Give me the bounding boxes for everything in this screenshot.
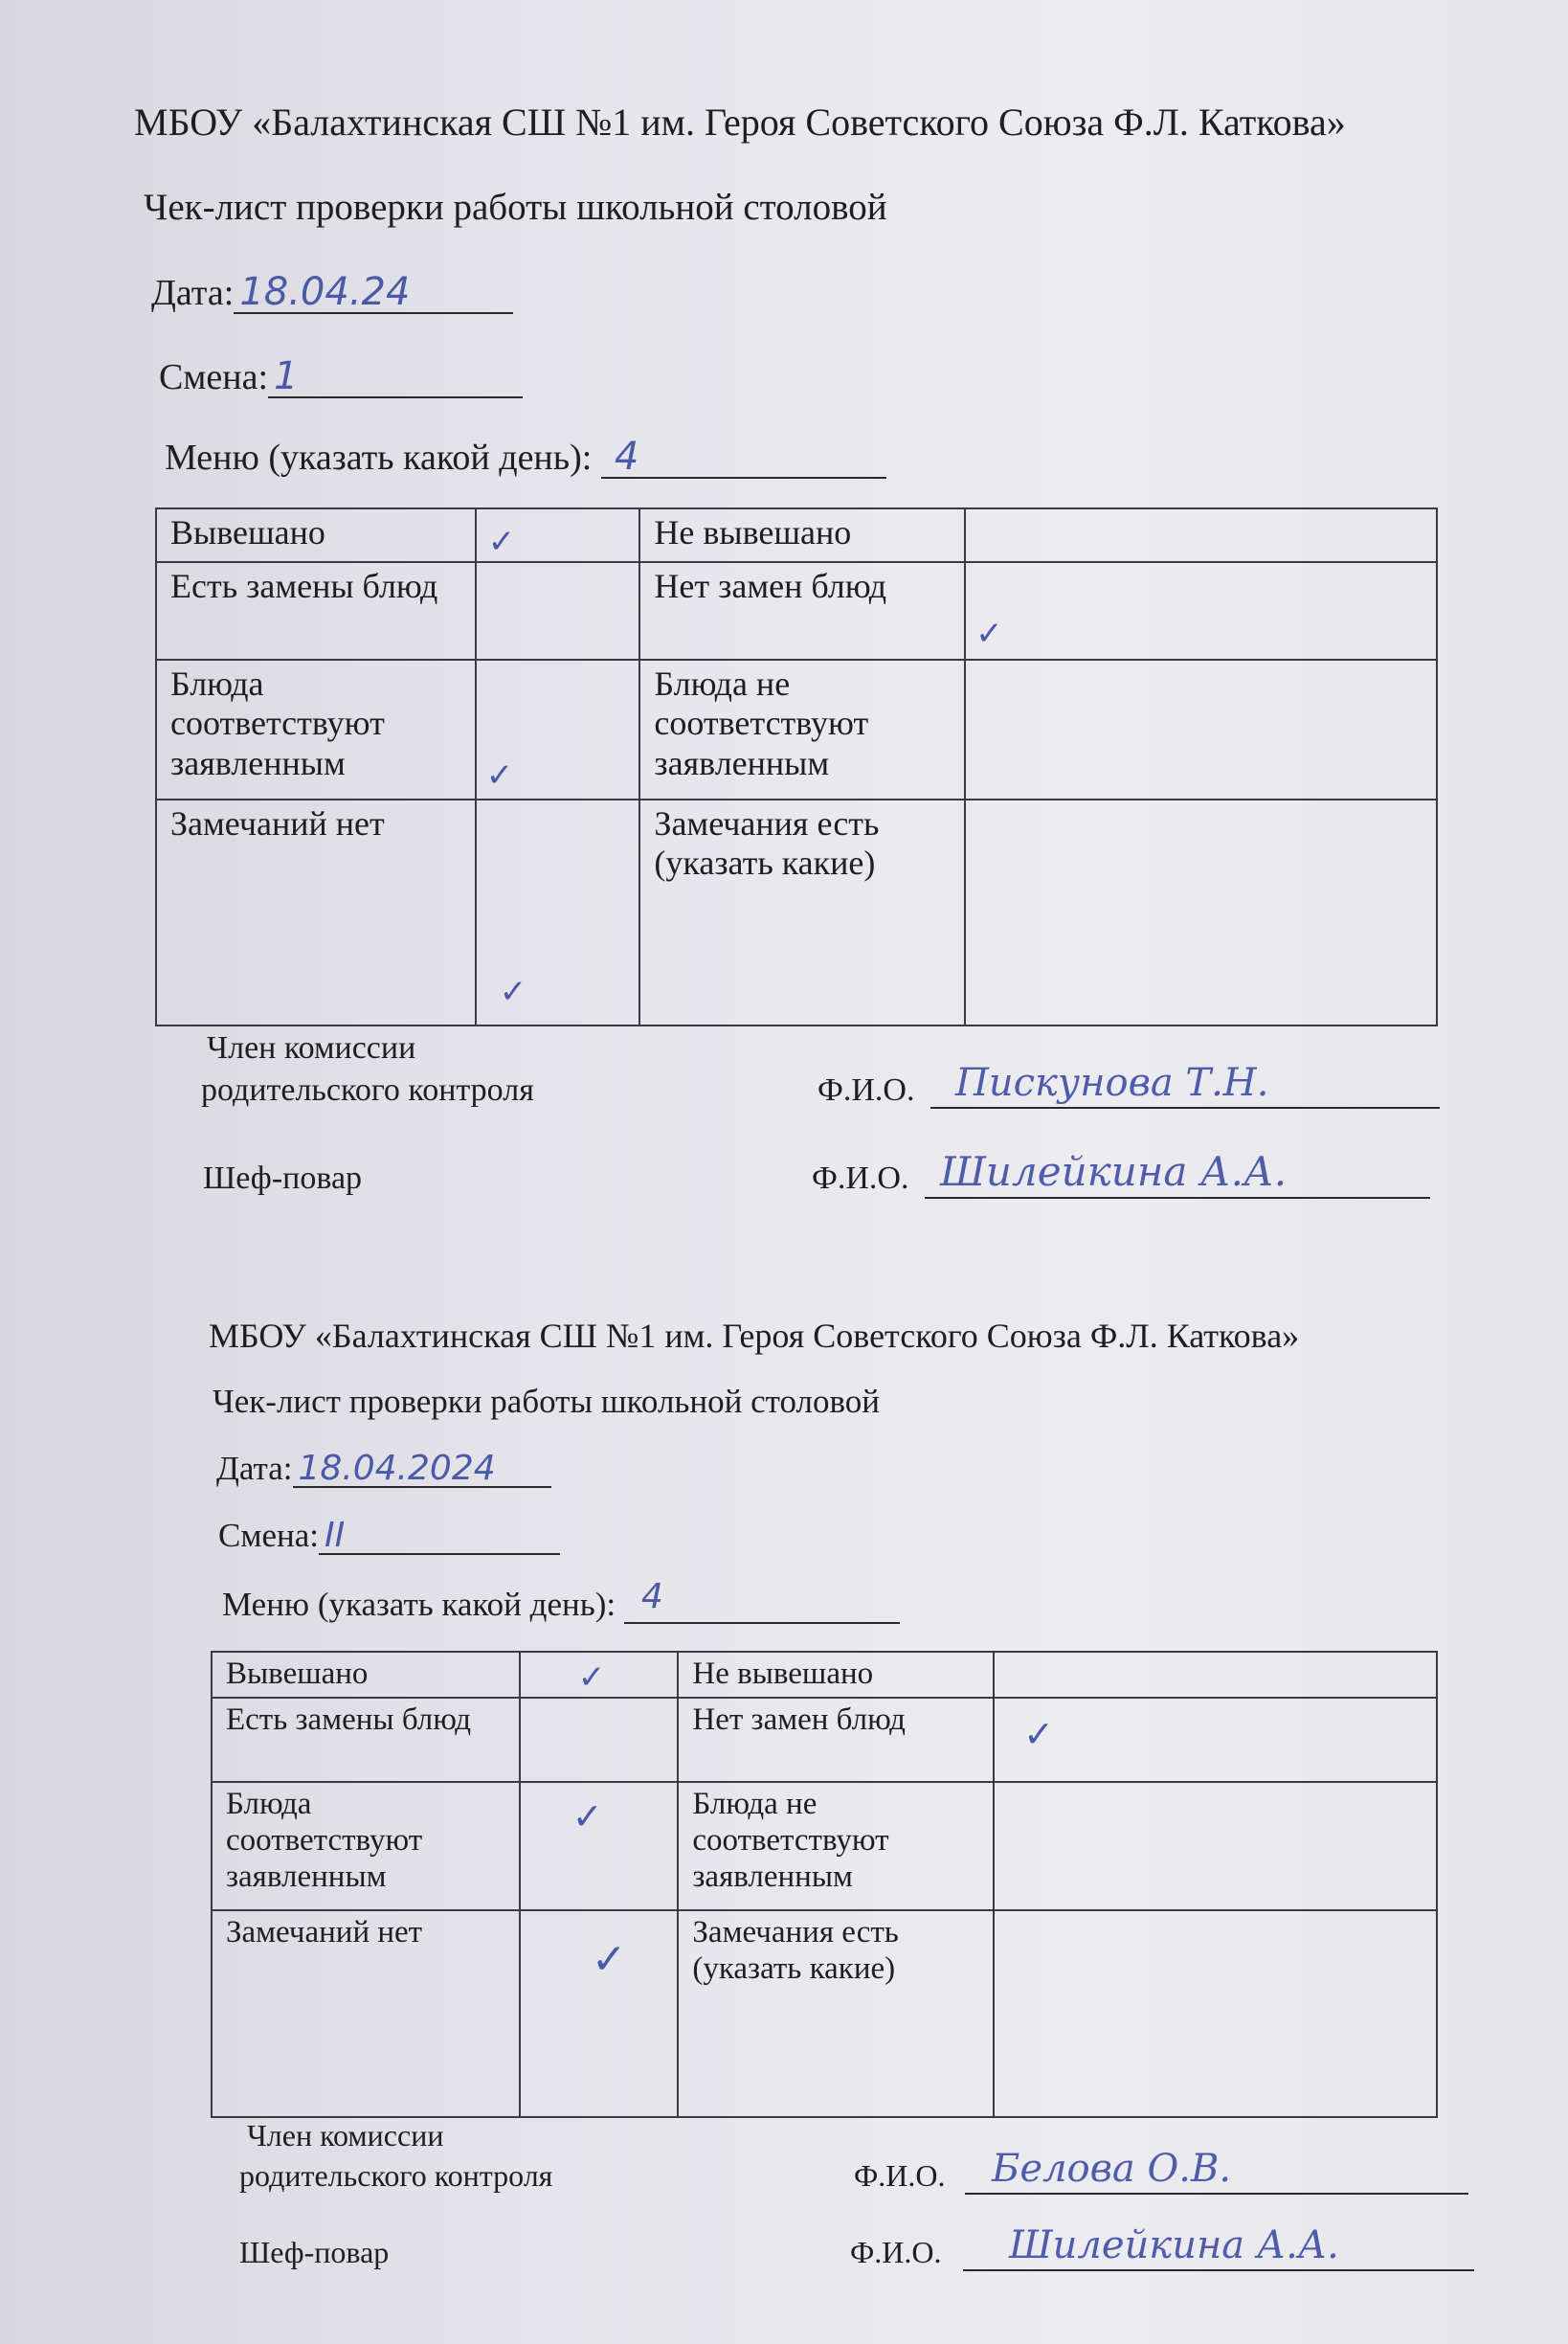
table-row xyxy=(212,1698,1437,1782)
checkmark-icon: ✓ xyxy=(577,1657,606,1697)
row-right-mark-cell xyxy=(965,800,1437,1026)
committee-fio-label: Ф.И.О. xyxy=(854,2158,946,2193)
row-right-mark-cell xyxy=(994,1782,1437,1910)
row-left-label: Есть замены блюд xyxy=(156,562,476,660)
date-value: 18.04.2024 xyxy=(298,1449,496,1488)
row-left-mark-cell xyxy=(520,1782,679,1910)
date-label: Дата: xyxy=(151,273,235,313)
shift-label: Смена: xyxy=(218,1517,320,1554)
row-right-mark-cell xyxy=(994,1652,1437,1698)
menu-line xyxy=(624,1577,900,1624)
row-right-label: Замечания есть (указать какие) xyxy=(639,800,965,1026)
form-title: Чек-лист проверки работы школьной столовой xyxy=(213,1383,880,1420)
row-right-label: Не вывешано xyxy=(639,508,965,562)
date-label: Дата: xyxy=(216,1450,293,1487)
shift-label: Смена: xyxy=(159,357,269,397)
chef-label: Шеф-повар xyxy=(203,1161,363,1196)
row-left-label: Есть замены блюд xyxy=(212,1698,520,1782)
row-left-label: Замечаний нет xyxy=(212,1910,520,2117)
checkmark-icon: ✓ xyxy=(591,1934,627,1984)
row-left-label: Блюда соответствуют заявленным xyxy=(156,660,476,800)
committee-signature: Пискунова Т.Н. xyxy=(955,1061,1269,1105)
checklist-table xyxy=(155,507,1438,1026)
committee-label-1: Член комиссии xyxy=(247,2118,444,2152)
table-row xyxy=(156,508,1437,562)
checkmark-icon: ✓ xyxy=(487,522,516,561)
menu-field xyxy=(165,437,886,479)
row-left-mark-cell xyxy=(520,1698,679,1782)
row-left-mark-cell xyxy=(476,562,640,660)
date-field xyxy=(216,1450,551,1488)
school-name: МБОУ «Балахтинская СШ №1 им. Героя Советского Союза Ф.Л. Каткова» xyxy=(134,101,1346,144)
table-row xyxy=(156,800,1437,1026)
chef-signature: Шилейкина А.А. xyxy=(940,1148,1288,1195)
row-left-label: Вывешано xyxy=(156,508,476,562)
shift-value: II xyxy=(325,1516,346,1555)
committee-fio-label: Ф.И.О. xyxy=(818,1072,915,1108)
committee-label-2: родительского контроля xyxy=(239,2158,553,2193)
row-right-label: Нет замен блюд xyxy=(678,1698,994,1782)
row-left-label: Блюда соответствуют заявленным xyxy=(212,1782,520,1910)
row-left-mark-cell xyxy=(476,508,640,562)
checkmark-icon: ✓ xyxy=(975,614,1003,653)
checkmark-icon: ✓ xyxy=(485,755,514,795)
chef-fio-line xyxy=(963,2223,1474,2271)
menu-label: Меню (указать какой день): xyxy=(165,438,593,478)
table-row xyxy=(212,1910,1437,2117)
row-right-mark-cell xyxy=(994,1910,1437,2117)
committee-fio-line xyxy=(965,2147,1468,2195)
date-line xyxy=(234,270,513,314)
row-right-label: Замечания есть (указать какие) xyxy=(678,1910,994,2117)
shift-value: 1 xyxy=(274,354,299,398)
row-right-mark-cell xyxy=(965,660,1437,800)
menu-value: 4 xyxy=(640,1577,663,1616)
row-right-mark-cell xyxy=(994,1698,1437,1782)
menu-line xyxy=(601,435,886,479)
chef-fio-line xyxy=(925,1148,1430,1199)
date-field xyxy=(151,272,513,314)
committee-label-1: Член комиссии xyxy=(207,1030,416,1066)
menu-value: 4 xyxy=(614,435,639,479)
chef-label: Шеф-повар xyxy=(239,2235,390,2269)
menu-field xyxy=(222,1577,900,1624)
row-right-label: Блюда не соответствуют заявленным xyxy=(678,1782,994,1910)
shift-line xyxy=(319,1516,560,1555)
checkmark-icon: ✓ xyxy=(1023,1712,1054,1755)
row-right-mark-cell xyxy=(965,508,1437,562)
row-right-label: Не вывешано xyxy=(678,1652,994,1698)
checkmark-icon: ✓ xyxy=(571,1794,603,1837)
date-line xyxy=(293,1449,551,1488)
form-title: Чек-лист проверки работы школьной столовой xyxy=(144,187,887,228)
shift-field xyxy=(218,1517,560,1555)
row-left-mark-cell xyxy=(476,800,640,1026)
row-left-mark-cell xyxy=(520,1652,679,1698)
row-left-mark-cell xyxy=(520,1910,679,2117)
chef-fio-label: Ф.И.О. xyxy=(850,2235,942,2269)
row-right-label: Блюда не соответствуют заявленным xyxy=(639,660,965,800)
checklist-table xyxy=(211,1651,1438,2118)
row-left-label: Вывешано xyxy=(212,1652,520,1698)
committee-label-2: родительского контроля xyxy=(201,1072,534,1108)
row-right-mark-cell xyxy=(965,562,1437,660)
table-row xyxy=(212,1652,1437,1698)
committee-fio-line xyxy=(930,1061,1440,1109)
chef-signature: Шилейкина А.А. xyxy=(1009,2223,1339,2267)
shift-line xyxy=(268,354,523,398)
shift-field xyxy=(159,356,523,398)
checkmark-icon: ✓ xyxy=(499,972,527,1011)
table-row xyxy=(156,562,1437,660)
row-right-label: Нет замен блюд xyxy=(639,562,965,660)
table-row xyxy=(212,1782,1437,1910)
row-left-mark-cell xyxy=(476,660,640,800)
chef-fio-label: Ф.И.О. xyxy=(812,1161,909,1196)
committee-signature: Белова О.В. xyxy=(992,2147,1232,2191)
row-left-label: Замечаний нет xyxy=(156,800,476,1026)
school-name: МБОУ «Балахтинская СШ №1 им. Героя Советского Союза Ф.Л. Каткова» xyxy=(209,1317,1300,1355)
table-row xyxy=(156,660,1437,800)
menu-label: Меню (указать какой день): xyxy=(222,1586,616,1623)
date-value: 18.04.24 xyxy=(239,270,411,314)
